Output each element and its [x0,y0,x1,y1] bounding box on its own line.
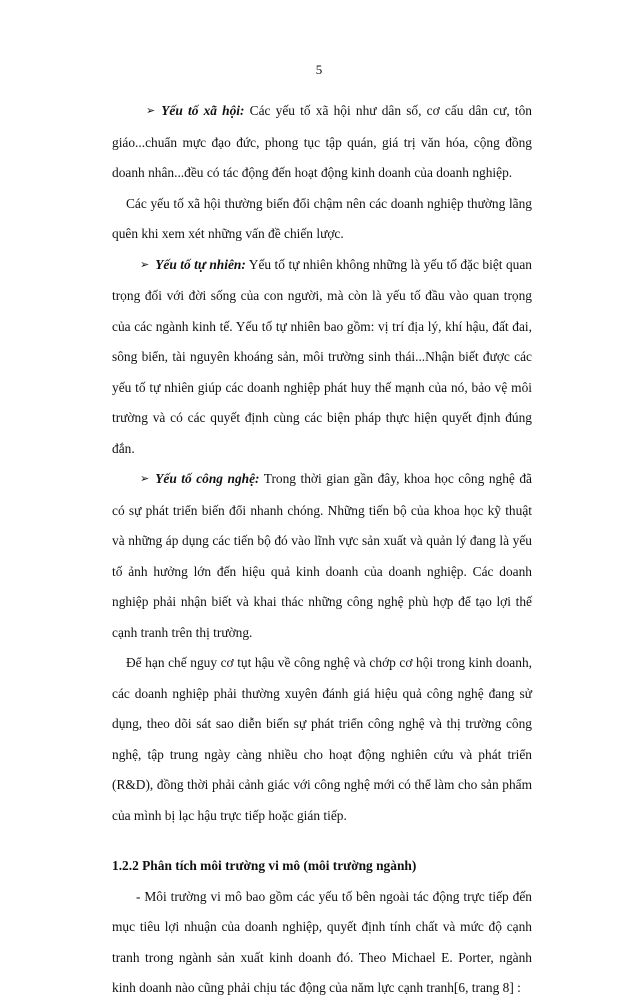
arrow-right-icon: ➢ [146,105,156,117]
arrow-right-icon: ➢ [140,473,150,485]
bullet-tech [112,464,532,648]
term-natural: Yếu tố tự nhiên: [155,256,246,272]
term-tech: Yếu tố công nghệ: [155,471,260,486]
bullet-natural-text: Yếu tố tự nhiên không những là yếu tố đặc biệt quan trọng đối với đời sống của con người, mà còn là yếu tố đầu vào quan trọng của các ngành kinh tế. Yếu tố tự nhiên bao gồm: vị trí địa lý, khí hậu, đất đai, sông biển, tài nguyên khoáng sản, môi trường sinh thái...Nhận biết được các yếu tố tự nhiên giúp các doanh nghiệp phát huy thế mạnh của nó, bảo vệ môi trường và có các quyết định cùng các biện pháp thực hiện quyết định đúng đắn. [112,256,532,456]
bullet-tech-text: Trong thời gian gần đây, khoa học công nghệ đã có sự phát triển biến đổi nhanh chóng. Những tiến bộ của khoa học kỹ thuật và những áp dụng các tiến bộ đó vào lĩnh vực sản xuất và quản lý đang là yếu tố ảnh hưởng lớn đến hiệu quả kinh doanh của doanh nghiệp. Các doanh nghiệp phải nhận biết và khai thác những công nghệ phù hợp để tạo lợi thế cạnh tranh trên thị trường. [112,471,532,640]
bullet-social [112,96,532,189]
section-heading: 1.2.2 Phân tích môi trường vi mô (môi trường ngành) [112,858,417,873]
bullet-social-text: Các yếu tố xã hội như dân số, cơ cấu dân cư, tôn giáo...chuẩn mực đạo đức, phong tục tập quán, giá trị văn hóa, cộng đồng doanh nhân...đều có tác động đến hoạt động kinh doanh của doanh nghiệp. [112,103,532,180]
paragraph-tech-2: Để hạn chế nguy cơ tụt hậu về công nghệ và chớp cơ hội trong kinh doanh, các doanh nghiệp phải thường xuyên đánh giá hiệu quả công nghệ đang sử dụng, theo dõi sát sao diễn biến sự phát triển công nghệ và thị trường công nghệ, tập trung ngày càng nhiều cho hoạt động nghiên cứu và phát triển (R&D), đồng thời phải cảnh giác với công nghệ mới có thể làm cho sản phẩm của mình bị lạc hậu trực tiếp hoặc gián tiếp. [112,655,532,823]
document-body [112,96,532,1004]
term-social: Yếu tố xã hội: [161,103,245,118]
page-number: 5 [315,62,323,77]
arrow-right-icon: ➢ [140,258,150,271]
paragraph-social-2: Các yếu tố xã hội thường biến đổi chậm nên các doanh nghiệp thường lãng quên khi xem xét những vấn đề chiến lược. [112,195,532,241]
bullet-natural [112,250,532,465]
paragraph-micro: - Môi trường vi mô bao gồm các yếu tố bên ngoài tác động trực tiếp đến mục tiêu lợi nhuận của doanh nghiệp, quyết định tính chất và mức độ cạnh tranh trong ngành sản xuất kinh doanh đó. Theo Michael E. Porter, ngành kinh doanh nào cũng phải chịu tác động của năm lực cạnh tranh[6, trang 8] : [112,888,532,995]
